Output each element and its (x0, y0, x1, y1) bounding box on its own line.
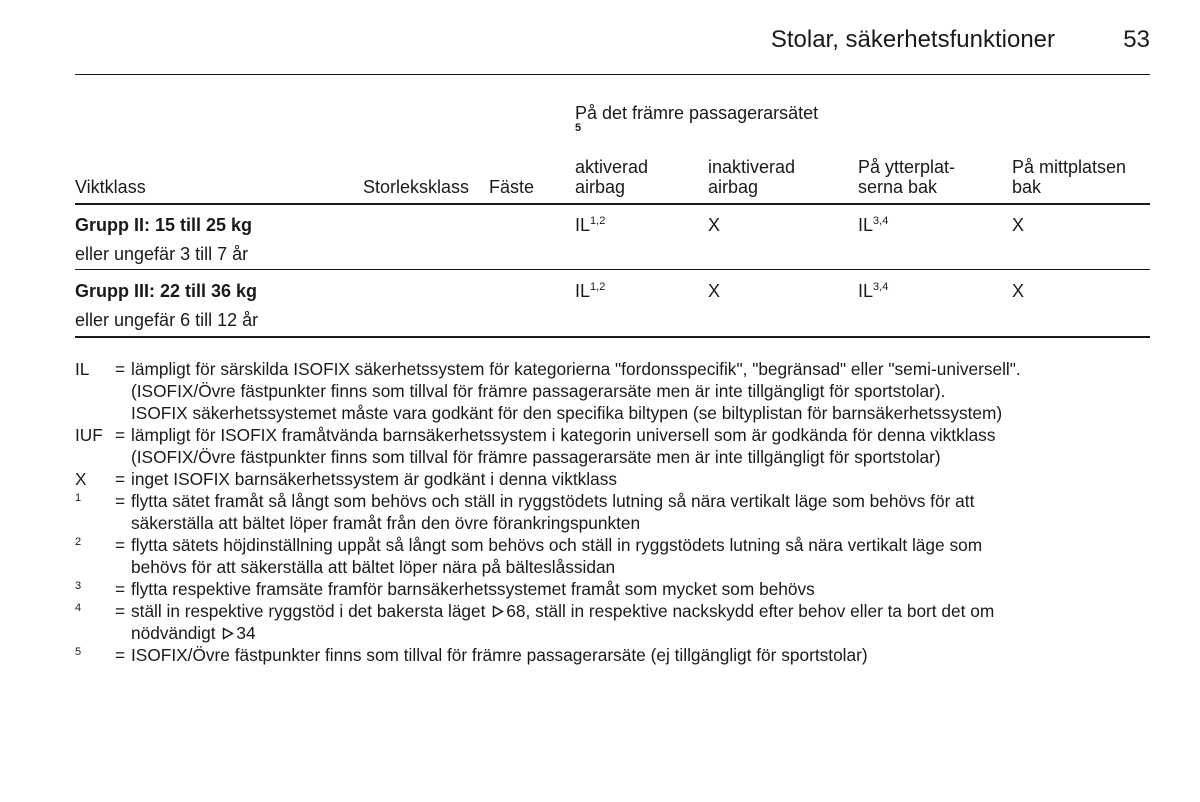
row2-age: eller ungefär 6 till 12 år (75, 310, 259, 330)
legend-key: 1 (75, 492, 82, 504)
table-row-divider (75, 269, 1150, 270)
legend-line-text: nödvändigt (131, 623, 216, 643)
row1-age: eller ungefär 3 till 7 år (75, 244, 249, 264)
row2-group: Grupp III: 22 till 36 kg (75, 281, 258, 301)
col-size-class: Storleksklass (363, 177, 470, 197)
col-middle-rear (1012, 157, 1126, 197)
legend-line: ISOFIX säkerhetssystemet måste vara godkänt för den specifika biltypen (se biltyplistan för barnsäkerhetssystem) (131, 403, 1003, 423)
row2-inactive: X (708, 281, 721, 301)
legend-line: flytta sätet framåt så långt som behövs och ställ in ryggstödets lutning så nära vertikalt läge som behövs för att (131, 491, 975, 511)
col-active-airbag (575, 157, 648, 197)
table-header-divider (75, 203, 1150, 205)
legend-text (131, 424, 1155, 468)
col-inactive-line1: inaktiverad (708, 157, 796, 177)
col-mount: Fäste (489, 177, 535, 197)
legend-key: IL (75, 359, 90, 379)
row1-active-footnote: 1,2 (590, 215, 606, 227)
col-active-line1: aktiverad (575, 157, 649, 177)
row1-active-value: IL (575, 215, 591, 235)
row1-outer-value: IL (858, 215, 874, 235)
legend-text (131, 358, 1155, 424)
section-title: Stolar, säkerhetsfunktioner (770, 26, 1055, 53)
legend-key: 3 (75, 580, 82, 592)
row2-middle: X (1012, 281, 1025, 301)
col-active-line2: airbag (575, 177, 626, 197)
legend-line: flytta respektive framsäte framför barnsäkerhetssystemet framåt som mycket som behövs (131, 579, 815, 599)
legend-item-footnote-1 (75, 490, 1155, 534)
table-bottom-divider (75, 336, 1150, 338)
legend-line: ISOFIX/Övre fästpunkter finns som tillval för främre passagerarsäte (ej tillgängligt för sportstolar) (131, 645, 868, 665)
row2-active-footnote: 1,2 (590, 281, 606, 293)
page-ref-arrow-icon (492, 605, 504, 618)
legend-line: (ISOFIX/Övre fästpunkter finns som tillval för främre passagerarsäte men är inte tillgängligt för sportstolar) (131, 447, 941, 467)
row1-active (575, 215, 605, 236)
legend-line: flytta sätets höjdinställning uppåt så långt som behövs och ställ in ryggstödets lutning så nära vertikalt läge som (131, 535, 983, 555)
legend-key: 5 (75, 646, 82, 658)
row1-inactive: X (708, 215, 721, 235)
page-reference-link[interactable]: 68 (506, 601, 526, 621)
legend-item-footnote-2 (75, 534, 1155, 578)
legend-text (131, 600, 1155, 644)
legend-equals: = (115, 579, 126, 599)
col-outer-line2: serna bak (858, 177, 938, 197)
group-header: På det främre passagerarsätet (575, 103, 819, 123)
col-inactive-airbag (708, 157, 795, 197)
legend-line (131, 622, 1155, 644)
col-weight-class: Viktklass (75, 177, 146, 197)
legend-line (131, 600, 1155, 622)
col-outer-line1: På ytterplat- (858, 157, 956, 177)
legend-line-text: , ställ in respektive nackskydd efter behov eller ta bort det om (525, 601, 995, 621)
legend (75, 358, 1155, 666)
row1-group: Grupp II: 15 till 25 kg (75, 215, 253, 235)
legend-equals: = (115, 491, 126, 511)
row1-outer-footnote: 3,4 (873, 215, 889, 227)
legend-line: inget ISOFIX barnsäkerhetssystem är godkänt i denna viktklass (131, 469, 618, 489)
legend-text (131, 578, 1155, 600)
legend-item-footnote-5 (75, 644, 1155, 666)
row2-outer (858, 281, 888, 302)
legend-key: 4 (75, 602, 82, 614)
legend-item-il (75, 358, 1155, 424)
col-middle-line1: På mittplatsen (1012, 157, 1127, 177)
legend-line-text: ställ in respektive ryggstöd i det bakersta läget (131, 601, 486, 621)
legend-key: 2 (75, 536, 82, 548)
legend-line: lämpligt för ISOFIX framåtvända barnsäkerhetssystem i kategorin universell som är godkända för denna viktklass (131, 425, 996, 445)
legend-item-iuf (75, 424, 1155, 468)
legend-key: X (75, 469, 87, 489)
legend-line: (ISOFIX/Övre fästpunkter finns som tillval för främre passagerarsäte men är inte tillgängligt för sportstolar). (131, 381, 946, 401)
legend-item-x (75, 468, 1155, 490)
row1-middle: X (1012, 215, 1025, 235)
legend-text (131, 644, 1155, 666)
row1-outer (858, 215, 888, 236)
page-ref-arrow-icon (222, 627, 234, 640)
legend-equals: = (115, 601, 126, 621)
legend-item-footnote-4 (75, 600, 1155, 644)
legend-equals: = (115, 535, 126, 555)
legend-equals: = (115, 359, 126, 379)
row2-active-value: IL (575, 281, 591, 301)
page-number: 53 (1123, 26, 1150, 53)
legend-text (131, 534, 1155, 578)
legend-equals: = (115, 469, 126, 489)
legend-item-footnote-3 (75, 578, 1155, 600)
col-outer-rear (858, 157, 955, 197)
legend-equals: = (115, 645, 126, 665)
legend-line: säkerställa att bältet löper framåt från den övre förankringspunkten (131, 513, 641, 533)
legend-line: lämpligt för särskilda ISOFIX säkerhetssystem för kategorierna "fordonsspecifik", "begränsad" eller "semi-universell". (131, 359, 1021, 379)
legend-equals: = (115, 425, 126, 445)
legend-line: behövs för att säkerställa att bältet löper nära på bälteslåssidan (131, 557, 616, 577)
col-middle-line2: bak (1012, 177, 1042, 197)
legend-text (131, 490, 1155, 534)
row2-active (575, 281, 605, 302)
col-inactive-line2: airbag (708, 177, 759, 197)
page-reference-link[interactable]: 34 (236, 623, 256, 643)
legend-key: IUF (75, 425, 103, 445)
row2-outer-value: IL (858, 281, 874, 301)
header-divider (75, 74, 1150, 75)
legend-text (131, 468, 1155, 490)
row2-outer-footnote: 3,4 (873, 281, 889, 293)
group-header-footnote: 5 (575, 122, 582, 134)
